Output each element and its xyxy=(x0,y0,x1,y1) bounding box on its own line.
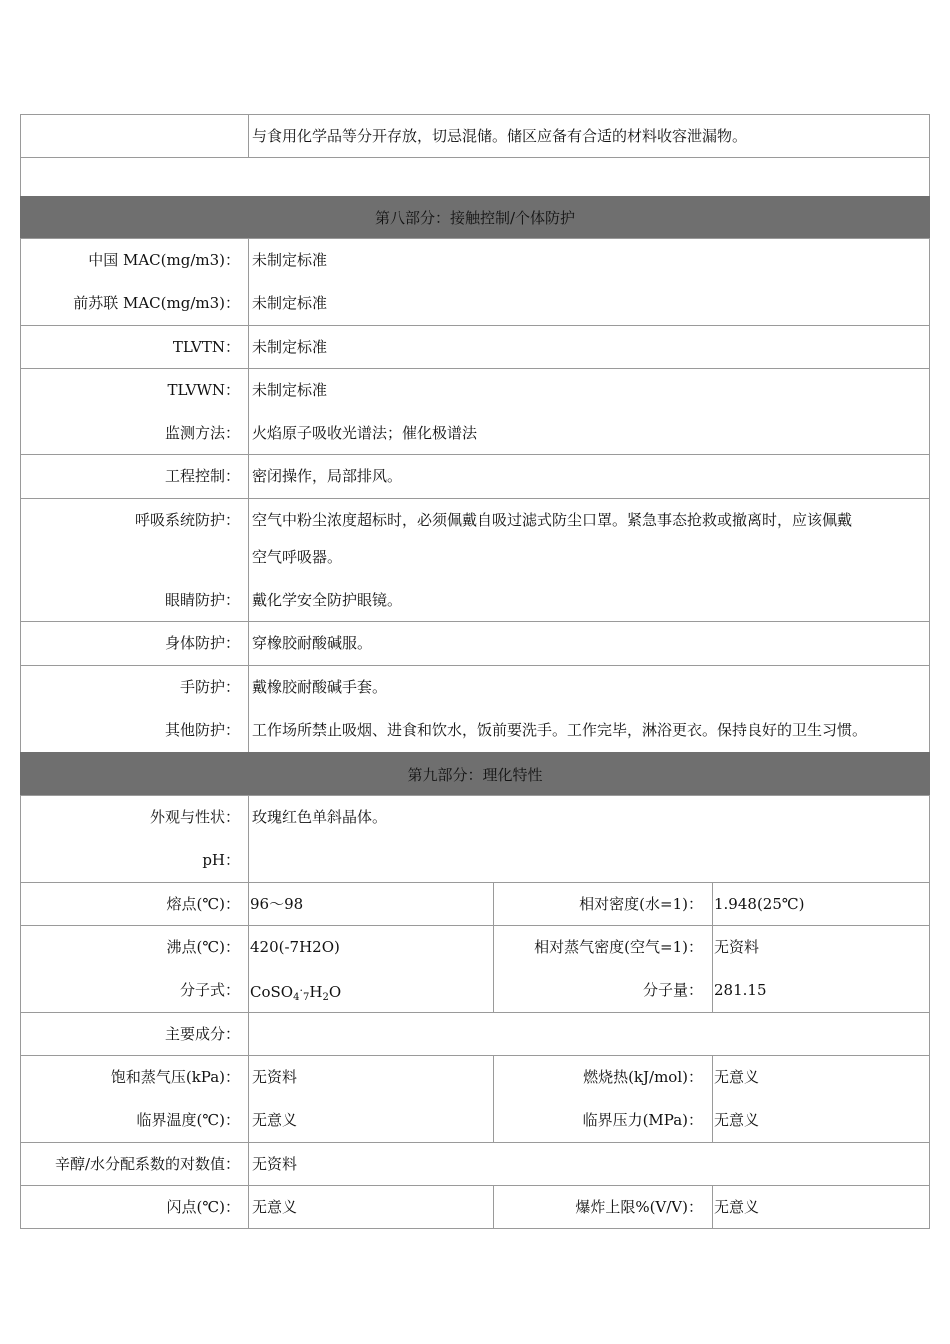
eye-value: 戴化学安全防护眼镜。 xyxy=(252,591,403,609)
boiling-value: 420(-7H2O) xyxy=(250,938,340,956)
vapor-density-label: 相对蒸气密度(空气=1)： xyxy=(534,938,703,956)
tlvtn-value: 未制定标准 xyxy=(252,338,328,356)
upper-explosive-value: 无意义 xyxy=(714,1198,760,1216)
tlvtn-value-cell xyxy=(248,325,930,369)
melting-label: 熔点(℃)： xyxy=(166,895,240,913)
critical-temp-value: 无意义 xyxy=(252,1111,298,1129)
critical-pressure-value: 无意义 xyxy=(714,1111,760,1129)
respiratory-label: 呼吸系统防护： xyxy=(134,511,240,529)
hand-value: 戴橡胶耐酸碱手套。 xyxy=(252,678,388,696)
melting-value: 96～98 xyxy=(250,895,304,913)
body-value: 穿橡胶耐酸碱服。 xyxy=(252,634,373,652)
ussr-mac-value: 未制定标准 xyxy=(252,294,328,312)
respiratory-value-line1: 空气中粉尘浓度超标时，必须佩戴自吸过滤式防尘口罩。紧急事态抢救或撤离时，应该佩戴 xyxy=(252,511,853,529)
upper-explosive-label: 爆炸上限%(V/V)： xyxy=(575,1198,703,1216)
body-label: 身体防护： xyxy=(164,634,240,652)
logp-value: 无资料 xyxy=(252,1155,298,1173)
density-value: 1.948(25℃) xyxy=(714,895,805,913)
vapor-pressure-value: 无资料 xyxy=(252,1068,298,1086)
hand-label: 手防护： xyxy=(179,678,240,696)
composition-value-cell xyxy=(248,1012,930,1056)
engineering-label: 工程控制： xyxy=(164,467,240,485)
engineering-value: 密闭操作，局部排风。 xyxy=(252,467,403,485)
china-mac-value: 未制定标准 xyxy=(252,251,328,269)
appearance-label: 外观与性状： xyxy=(149,808,240,826)
section8-title: 第八部分：接触控制/个体防护 xyxy=(20,196,930,239)
logp-value-cell xyxy=(248,1142,930,1186)
ph-label: pH： xyxy=(202,851,240,869)
other-label: 其他防护： xyxy=(164,721,240,739)
vapor-pressure-label: 饱和蒸气压(kPa)： xyxy=(110,1068,240,1086)
monitor-label: 监测方法： xyxy=(164,424,240,442)
combustion-value: 无意义 xyxy=(714,1068,760,1086)
storage-label-cell xyxy=(20,114,249,158)
vapor-density-value: 无资料 xyxy=(714,938,760,956)
combustion-label: 燃烧热(kJ/mol)： xyxy=(583,1068,703,1086)
composition-label: 主要成分： xyxy=(164,1025,240,1043)
boiling-label: 沸点(℃)： xyxy=(166,938,240,956)
formula-label: 分子式： xyxy=(179,981,240,999)
ussr-mac-label: 前苏联 MAC(mg/m3)： xyxy=(73,294,240,312)
density-label: 相对密度(水=1)： xyxy=(579,895,703,913)
respiratory-value-line2: 空气呼吸器。 xyxy=(252,548,343,566)
monitor-value: 火焰原子吸收光谱法；催化极谱法 xyxy=(252,424,478,442)
appearance-value: 玫瑰红色单斜晶体。 xyxy=(252,808,388,826)
storage-text: 与食用化学品等分开存放，切忌混储。储区应备有合适的材料收容泄漏物。 xyxy=(252,127,748,145)
critical-temp-label: 临界温度(℃)： xyxy=(136,1111,240,1129)
other-value: 工作场所禁止吸烟、进食和饮水，饭前要洗手。工作完毕，淋浴更衣。保持良好的卫生习惯。 xyxy=(252,721,868,739)
tlvwn-value: 未制定标准 xyxy=(252,381,328,399)
spacer-row xyxy=(20,157,930,197)
mw-value: 281.15 xyxy=(714,981,767,999)
tlvtn-label: TLVTN： xyxy=(172,338,240,356)
flash-value: 无意义 xyxy=(252,1198,298,1216)
critical-pressure-label: 临界压力(MPa)： xyxy=(582,1111,703,1129)
china-mac-label: 中国 MAC(mg/m3)： xyxy=(88,251,240,269)
mac-value-cell xyxy=(248,238,930,326)
section9-title: 第九部分：理化特性 xyxy=(20,752,930,796)
logp-label: 辛醇/水分配系数的对数值： xyxy=(54,1155,240,1173)
flash-label: 闪点(℃)： xyxy=(166,1198,240,1216)
mw-label: 分子量： xyxy=(642,981,703,999)
formula-value: $CoSO_4^\cdot_7H_2O$ xyxy=(250,983,342,1003)
eye-label: 眼睛防护： xyxy=(164,591,240,609)
tlvwn-label: TLVWN： xyxy=(167,381,240,399)
